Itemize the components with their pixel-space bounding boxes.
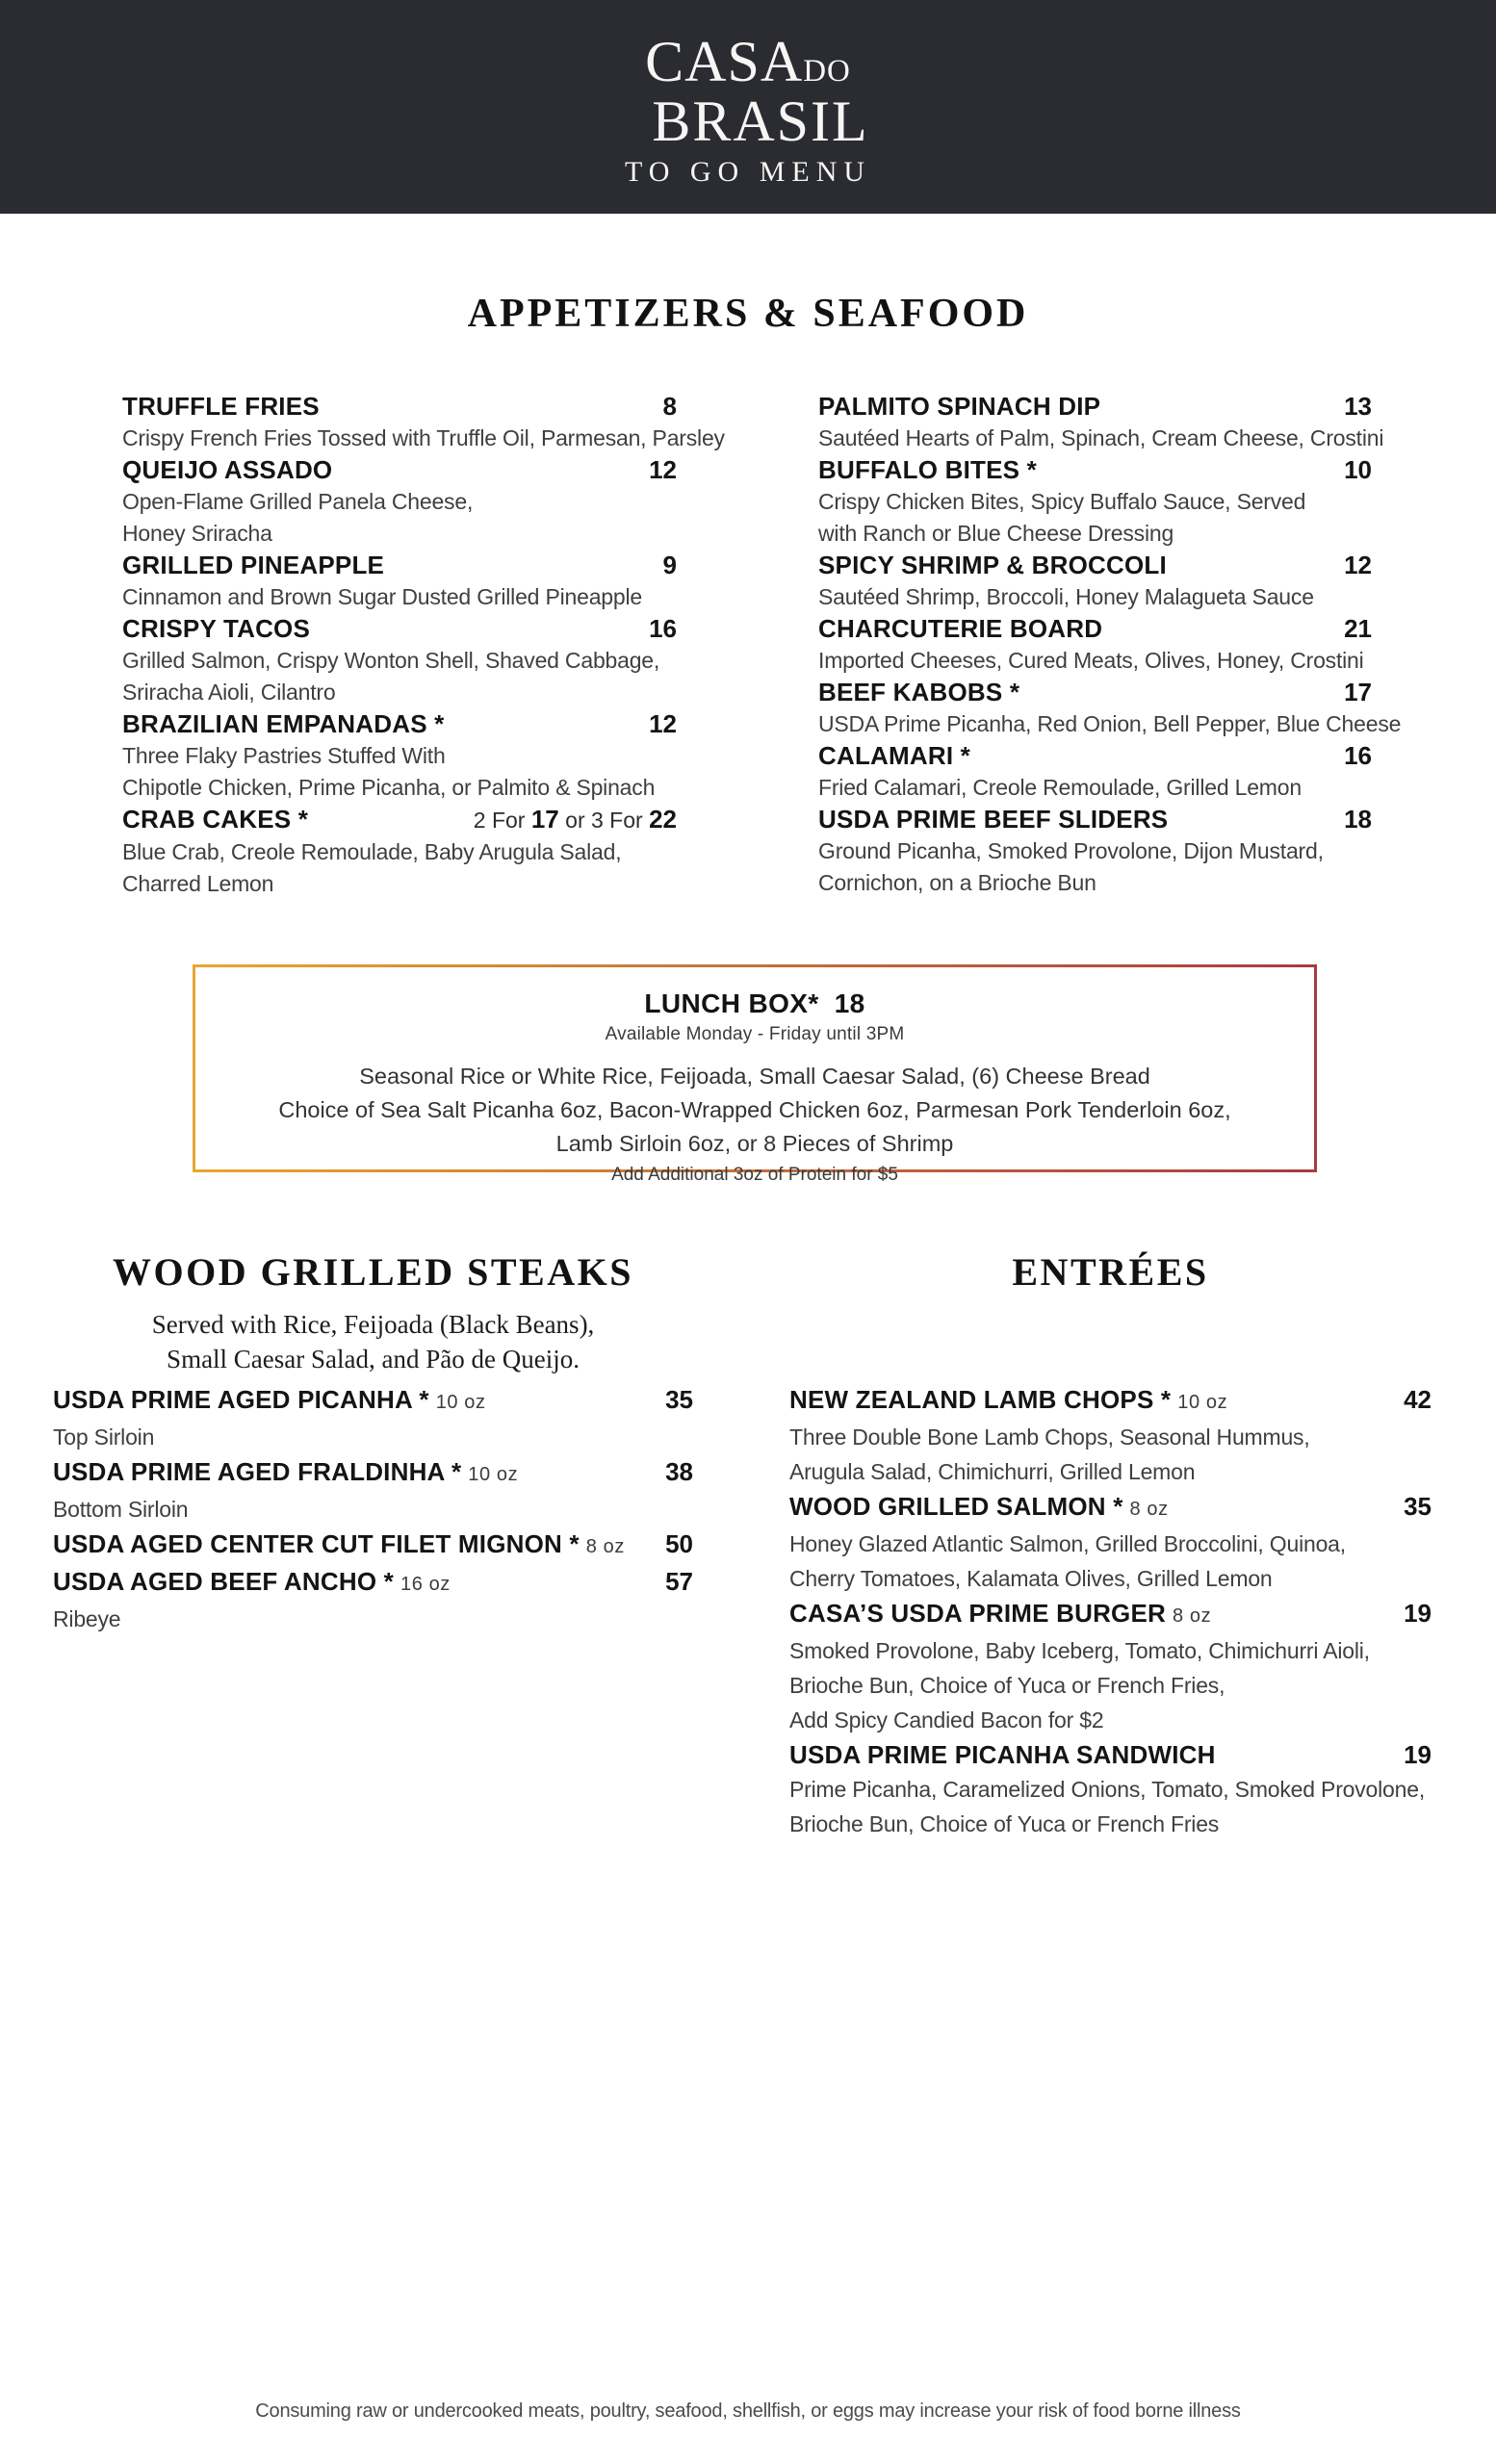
section-title-steaks: WOOD GRILLED STEAKS: [113, 1250, 633, 1294]
price-qualifier: 2 For: [473, 808, 531, 833]
menu-item-row: [122, 454, 677, 486]
footer-disclaimer: Consuming raw or undercooked meats, poultry, seafood, shellfish, or eggs may increase your risk of food borne illness: [255, 2400, 1241, 2422]
menu-item-row: [818, 804, 1372, 835]
item-name: BRAZILIAN EMPANADAS *: [122, 709, 445, 738]
menu-type-label: TO GO MENU: [624, 156, 872, 188]
item-description: Fried Calamari, Creole Remoulade, Grilled Lemon: [818, 775, 1302, 800]
menu-item-row: [818, 613, 1372, 645]
item-price: 38: [665, 1457, 693, 1486]
item-name: USDA AGED CENTER CUT FILET MIGNON * 8 oz: [53, 1529, 625, 1558]
menu-item-row: [122, 613, 677, 645]
item-price: 35: [1404, 1492, 1432, 1521]
item-name: CHARCUTERIE BOARD: [818, 614, 1103, 643]
item-description: Ribeye: [53, 1606, 121, 1631]
lunch-box-availability: Available Monday - Friday until 3PM: [605, 1024, 905, 1044]
menu-item-row: [53, 1564, 693, 1602]
menu-item-row: [122, 708, 677, 740]
item-description: with Ranch or Blue Cheese Dressing: [818, 521, 1174, 546]
menu-item-row: [789, 1737, 1432, 1772]
item-name: CALAMARI *: [818, 741, 970, 770]
brand-casa: CASA: [645, 30, 804, 93]
item-size-label: 8 oz: [1173, 1605, 1212, 1627]
item-price: 8: [662, 392, 677, 421]
section-title-appetizers: APPETIZERS & SEAFOOD: [467, 292, 1029, 336]
menu-item-row: [789, 1596, 1432, 1633]
menu-item-row: [818, 454, 1372, 486]
item-name: WOOD GRILLED SALMON * 8 oz: [789, 1492, 1169, 1521]
menu-item-row: [122, 391, 677, 423]
item-price: 17: [1344, 678, 1372, 706]
item-description: Sautéed Shrimp, Broccoli, Honey Malagueta Sauce: [818, 584, 1314, 609]
brand-logo: [0, 0, 1496, 187]
item-price: 10: [1344, 455, 1372, 484]
brand-name-line2: BRASIL: [652, 90, 869, 153]
item-description: Arugula Salad, Chimichurri, Grilled Lemon: [789, 1459, 1196, 1484]
entrees-section: [789, 1249, 1432, 1841]
menu-item-row: [818, 740, 1372, 772]
item-price: 12: [649, 455, 677, 484]
lunch-box-line: Lamb Sirloin 6oz, or 8 Pieces of Shrimp: [555, 1131, 954, 1156]
item-size-label: 10 oz: [468, 1464, 519, 1485]
item-description: Smoked Provolone, Baby Iceberg, Tomato, Chimichurri Aioli,: [789, 1638, 1370, 1663]
item-description: Three Flaky Pastries Stuffed With: [122, 743, 446, 768]
item-description: Ground Picanha, Smoked Provolone, Dijon Mustard,: [818, 838, 1324, 863]
item-description: Top Sirloin: [53, 1424, 155, 1450]
lunch-box-panel: [193, 964, 1317, 1185]
item-name: CASA’S USDA PRIME BURGER 8 oz: [789, 1599, 1212, 1628]
item-name: CRISPY TACOS: [122, 614, 311, 643]
item-description: Add Spicy Candied Bacon for $2: [789, 1707, 1104, 1732]
item-description: Brioche Bun, Choice of Yuca or French Fries: [789, 1811, 1220, 1836]
item-description: Grilled Salmon, Crispy Wonton Shell, Shaved Cabbage,: [122, 648, 660, 673]
steaks-subtitle-line: Served with Rice, Feijoada (Black Beans),: [151, 1310, 595, 1339]
appetizers-right-column: [818, 391, 1402, 899]
entrees-subtitle-spacer: [789, 1299, 1432, 1382]
menu-item-row: [53, 1382, 693, 1420]
item-size-label: 8 oz: [1129, 1499, 1169, 1520]
menu-item-row: [818, 677, 1372, 708]
brand-do: DO: [803, 54, 851, 89]
brand-name-line1: [0, 30, 1496, 93]
item-description: USDA Prime Picanha, Red Onion, Bell Pepper, Blue Cheese: [818, 711, 1402, 736]
item-description: Cornichon, on a Brioche Bun: [818, 870, 1096, 895]
item-name: QUEIJO ASSADO: [122, 455, 333, 484]
item-description: Chipotle Chicken, Prime Picanha, or Palmito & Spinach: [122, 775, 656, 800]
menu-item-row: [789, 1382, 1432, 1420]
section-title-entrees: ENTRÉES: [1012, 1250, 1209, 1294]
item-description: Cinnamon and Brown Sugar Dusted Grilled Pineapple: [122, 584, 642, 609]
item-price: 18: [1344, 805, 1372, 834]
price-value: 17: [530, 805, 559, 834]
item-name: SPICY SHRIMP & BROCCOLI: [818, 551, 1167, 579]
item-description: Crispy Chicken Bites, Spicy Buffalo Sauce, Served: [818, 489, 1306, 514]
header-banner: [0, 0, 1496, 214]
item-size-label: 16 oz: [400, 1574, 451, 1595]
entrees-items: [789, 1382, 1432, 1841]
item-price: 21: [1344, 614, 1372, 643]
lunch-box-title: LUNCH BOX*: [644, 988, 819, 1018]
item-description: Imported Cheeses, Cured Meats, Olives, Honey, Crostini: [818, 648, 1364, 673]
item-description: Sautéed Hearts of Palm, Spinach, Cream Cheese, Crostini: [818, 425, 1384, 450]
price-qualifier: or 3 For: [558, 808, 650, 833]
item-price: 13: [1344, 392, 1372, 421]
item-price: [474, 804, 677, 836]
appetizers-left-column: [122, 391, 725, 900]
item-name: CRAB CAKES *: [122, 805, 309, 834]
menu-item-row: [53, 1527, 693, 1564]
item-name: USDA AGED BEEF ANCHO * 16 oz: [53, 1567, 451, 1596]
item-description: Cherry Tomatoes, Kalamata Olives, Grilled Lemon: [789, 1566, 1273, 1591]
item-price: 35: [665, 1385, 693, 1414]
item-description: Sriracha Aioli, Cilantro: [122, 680, 336, 705]
item-description: Bottom Sirloin: [53, 1497, 189, 1522]
item-price: 19: [1404, 1599, 1432, 1628]
lunch-box-price: 18: [834, 988, 865, 1018]
steaks-subtitle: [53, 1299, 693, 1382]
item-size-label: 10 oz: [435, 1392, 486, 1413]
item-price: 19: [1404, 1740, 1432, 1769]
lunch-box-description: [195, 1060, 1314, 1161]
item-name: BUFFALO BITES *: [818, 455, 1037, 484]
item-price: 12: [1344, 551, 1372, 579]
menu-item-row: [818, 550, 1372, 581]
menu-item-row: [818, 391, 1372, 423]
item-name: USDA PRIME AGED PICANHA * 10 oz: [53, 1385, 486, 1414]
item-price: 50: [665, 1529, 693, 1558]
item-description: Honey Sriracha: [122, 521, 272, 546]
steaks-subtitle-line: Small Caesar Salad, and Pão de Queijo.: [167, 1345, 580, 1373]
item-size-label: 8 oz: [585, 1536, 625, 1557]
item-name: USDA PRIME PICANHA SANDWICH: [789, 1740, 1216, 1769]
menu-item-row: [789, 1489, 1432, 1527]
item-description: Prime Picanha, Caramelized Onions, Tomato, Smoked Provolone,: [789, 1777, 1426, 1802]
item-description: Open-Flame Grilled Panela Cheese,: [122, 489, 474, 514]
item-name: USDA PRIME AGED FRALDINHA * 10 oz: [53, 1457, 519, 1486]
item-name: TRUFFLE FRIES: [122, 392, 320, 421]
lunch-box-line: Seasonal Rice or White Rice, Feijoada, Small Caesar Salad, (6) Cheese Bread: [359, 1064, 1150, 1089]
lunch-box-line: Choice of Sea Salt Picanha 6oz, Bacon-Wrapped Chicken 6oz, Parmesan Pork Tenderloin 6oz,: [278, 1097, 1231, 1122]
item-price: 42: [1404, 1385, 1432, 1414]
item-name: BEEF KABOBS *: [818, 678, 1020, 706]
steaks-items: [53, 1382, 693, 1636]
item-price: 57: [665, 1567, 693, 1596]
menu-item-row: [122, 550, 677, 581]
item-price: 16: [649, 614, 677, 643]
price-value: 22: [649, 805, 677, 834]
item-name: GRILLED PINEAPPLE: [122, 551, 385, 579]
item-description: Blue Crab, Creole Remoulade, Baby Arugula Salad,: [122, 839, 622, 864]
item-price: 9: [662, 551, 677, 579]
item-name: USDA PRIME BEEF SLIDERS: [818, 805, 1169, 834]
item-name: NEW ZEALAND LAMB CHOPS * 10 oz: [789, 1385, 1228, 1414]
item-description: Charred Lemon: [122, 871, 274, 896]
menu-item-row: [53, 1454, 693, 1492]
lunch-box-title-row: [195, 988, 1314, 1019]
item-price: 16: [1344, 741, 1372, 770]
menu-item-row: [122, 804, 677, 836]
item-description: Three Double Bone Lamb Chops, Seasonal Hummus,: [789, 1424, 1310, 1450]
item-description: Honey Glazed Atlantic Salmon, Grilled Broccolini, Quinoa,: [789, 1531, 1346, 1556]
item-name: PALMITO SPINACH DIP: [818, 392, 1101, 421]
item-description: Crispy French Fries Tossed with Truffle Oil, Parmesan, Parsley: [122, 425, 725, 450]
lunch-box-note: Add Additional 3oz of Protein for $5: [611, 1165, 898, 1185]
item-size-label: 10 oz: [1177, 1392, 1228, 1413]
steaks-section: [53, 1249, 693, 1636]
item-price: 12: [649, 709, 677, 738]
item-description: Brioche Bun, Choice of Yuca or French Fries,: [789, 1673, 1225, 1698]
